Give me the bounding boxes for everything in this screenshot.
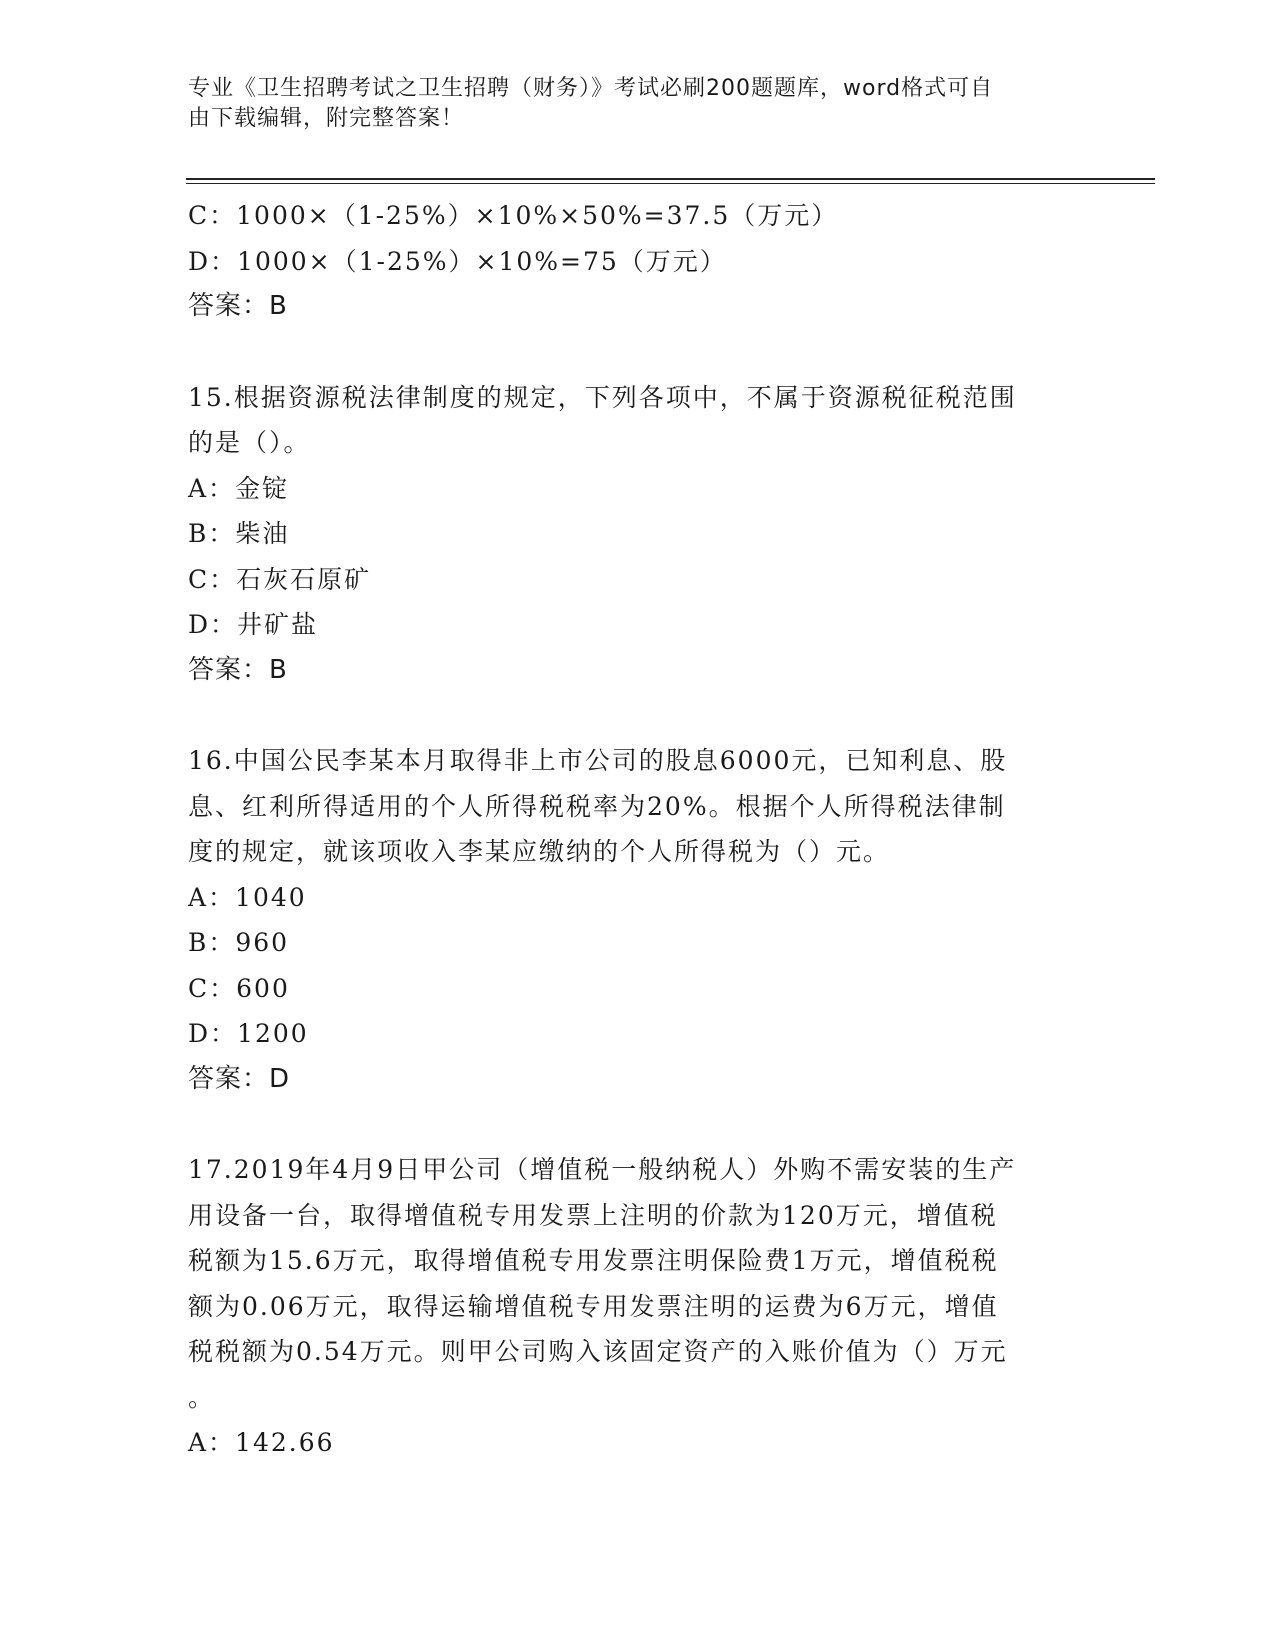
option-a: A：金锭 — [188, 473, 290, 503]
question-text-line: 度的规定，就该项收入李某应缴纳的个人所得税为（）元。 — [188, 837, 891, 866]
option-a: A：1040 — [188, 882, 307, 912]
question-text-line: 15.根据资源税法律制度的规定，下列各项中，不属于资源税征税范围 — [188, 382, 1017, 412]
prev-question — [188, 193, 1088, 330]
header-rule — [186, 178, 1155, 180]
answer: 答案：D — [188, 1063, 291, 1094]
header-rule-thin — [186, 183, 1155, 184]
question-text-line: 税额为15.6万元，取得增值税专用发票注明保险费1万元，增值税税 — [188, 1246, 999, 1275]
document-header — [188, 74, 1068, 134]
header-title-line-1: 专业《卫生招聘考试之卫生招聘（财务）》考试必刷200题题库，word格式可自 — [188, 76, 994, 101]
answer: 答案：B — [188, 291, 288, 321]
question-text-line: 。 — [188, 1382, 216, 1412]
option-c: C：石灰石原矿 — [188, 564, 372, 594]
question-17 — [188, 1147, 1088, 1466]
question-16 — [188, 738, 1088, 1102]
question-15 — [188, 375, 1088, 694]
question-text-line: 息、红利所得适用的个人所得税税率为20%。根据个人所得税法律制 — [188, 791, 1006, 821]
option-b: B：960 — [188, 928, 290, 957]
option-c: C：1000×（1-25%）×10%×50%=37.5（万元） — [188, 201, 839, 230]
option-d: D：1200 — [188, 1019, 309, 1048]
question-text-line: 用设备一台，取得增值税专用发票上注明的价款为120万元，增值税 — [188, 1200, 998, 1230]
document-body — [188, 193, 1088, 1466]
question-text-line: 税税额为0.54万元。则甲公司购入该固定资产的入账价值为（）万元 — [188, 1337, 1008, 1366]
option-c: C：600 — [188, 973, 290, 1003]
option-a: A：142.66 — [188, 1428, 335, 1457]
answer: 答案：B — [188, 654, 288, 685]
option-b: B：柴油 — [188, 519, 290, 548]
option-d: D：井矿盐 — [188, 610, 319, 639]
question-text-line: 16.中国公民李某本月取得非上市公司的股息6000元，已知利息、股 — [188, 746, 1008, 775]
question-text-line: 的是（）。 — [188, 428, 311, 457]
header-title-line-2: 由下载编辑，附完整答案！ — [188, 106, 465, 131]
question-text-line: 17.2019年4月9日甲公司（增值税一般纳税人）外购不需安装的生产 — [188, 1155, 1017, 1184]
option-d: D：1000×（1-25%）×10%=75（万元） — [188, 246, 727, 276]
question-text-line: 额为0.06万元，取得运输增值税专用发票注明的运费为6万元，增值 — [188, 1291, 999, 1321]
